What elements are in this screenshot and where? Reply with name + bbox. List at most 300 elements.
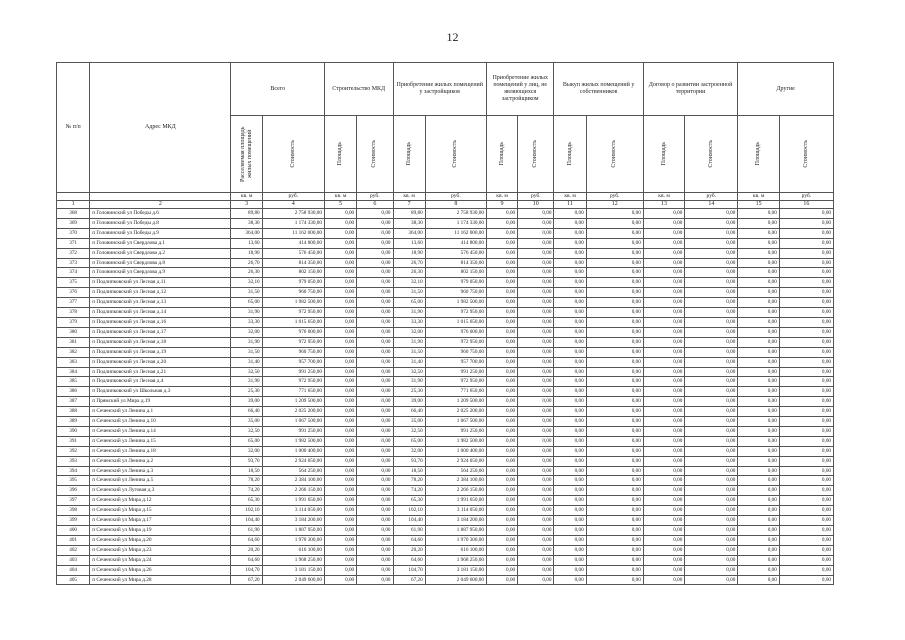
total-area-cell: 18,50: [231, 466, 262, 476]
construction-area-cell: 0,00: [324, 258, 356, 268]
developer-cost-cell: 957 700,00: [425, 357, 486, 367]
zero-value-cell: 0,00: [738, 506, 780, 516]
construction-area-cell: 0,00: [324, 278, 356, 288]
zero-value-cell: 0,00: [685, 357, 738, 367]
zero-value-cell: 0,00: [554, 526, 586, 536]
total-area-cell: 32,10: [231, 278, 262, 288]
zero-value-cell: 0,00: [738, 496, 780, 506]
zero-value-cell: 0,00: [738, 218, 780, 228]
zero-value-cell: 0,00: [518, 367, 554, 377]
table-row: [57, 347, 834, 357]
developer-area-cell: 25,30: [393, 387, 425, 397]
zero-value-cell: 0,00: [518, 228, 554, 238]
zero-value-cell: 0,00: [554, 486, 586, 496]
zero-value-cell: 0,00: [643, 367, 685, 377]
construction-cost-cell: 0,00: [357, 238, 393, 248]
construction-cost-cell: 0,00: [357, 248, 393, 258]
zero-value-cell: 0,00: [518, 209, 554, 219]
developer-cost-cell: 972 950,00: [425, 308, 486, 318]
zero-value-cell: 0,00: [554, 209, 586, 219]
table-row: [57, 436, 834, 446]
group-header: Строительство МКД: [324, 63, 393, 116]
zero-value-cell: 0,00: [685, 526, 738, 536]
zero-value-cell: 0,00: [518, 397, 554, 407]
developer-cost-cell: 2 758 930,00: [425, 209, 486, 219]
zero-value-cell: 0,00: [518, 387, 554, 397]
developer-cost-cell: 1 887 950,00: [425, 526, 486, 536]
address-cell: п Подлипковский ул Лесная д.11: [90, 278, 231, 288]
zero-value-cell: 0,00: [738, 466, 780, 476]
zero-value-cell: 0,00: [738, 357, 780, 367]
row-number: 386: [57, 387, 90, 397]
total-area-cell: 66,40: [231, 407, 262, 417]
zero-value-cell: 0,00: [486, 526, 517, 536]
row-number: 392: [57, 446, 90, 456]
total-cost-cell: 3 114 050,00: [262, 506, 324, 516]
table-row: [57, 218, 834, 228]
zero-value-cell: 0,00: [518, 417, 554, 427]
zero-value-cell: 0,00: [779, 555, 833, 565]
zero-value-cell: 0,00: [586, 288, 643, 298]
zero-value-cell: 0,00: [486, 337, 517, 347]
construction-area-cell: 0,00: [324, 347, 356, 357]
zero-value-cell: 0,00: [518, 268, 554, 278]
zero-value-cell: 0,00: [685, 496, 738, 506]
row-number: 401: [57, 535, 90, 545]
zero-value-cell: 0,00: [685, 545, 738, 555]
address-cell: п Сеченский ул Ленина д.2: [90, 456, 231, 466]
zero-value-cell: 0,00: [779, 506, 833, 516]
zero-value-cell: 0,00: [779, 476, 833, 486]
zero-value-cell: 0,00: [486, 357, 517, 367]
developer-cost-cell: 414 800,00: [425, 238, 486, 248]
total-cost-cell: 1 174 330,00: [262, 218, 324, 228]
construction-area-cell: 0,00: [324, 535, 356, 545]
developer-area-cell: 31,50: [393, 347, 425, 357]
total-cost-cell: 2 924 050,00: [262, 456, 324, 466]
row-number: 383: [57, 357, 90, 367]
total-area-cell: 31,50: [231, 347, 262, 357]
zero-value-cell: 0,00: [554, 238, 586, 248]
table-row: [57, 288, 834, 298]
zero-value-cell: 0,00: [518, 278, 554, 288]
address-cell: п Подлипковский ул Лесная д.17: [90, 327, 231, 337]
zero-value-cell: 0,00: [738, 436, 780, 446]
total-area-cell: 102,10: [231, 506, 262, 516]
row-number: 373: [57, 258, 90, 268]
total-area-cell: 20,20: [231, 545, 262, 555]
zero-value-cell: 0,00: [643, 476, 685, 486]
construction-area-cell: 0,00: [324, 387, 356, 397]
zero-value-cell: 0,00: [779, 526, 833, 536]
zero-value-cell: 0,00: [685, 387, 738, 397]
total-cost-cell: 991 250,00: [262, 426, 324, 436]
zero-value-cell: 0,00: [643, 555, 685, 565]
total-cost-cell: 1 970 300,00: [262, 535, 324, 545]
zero-value-cell: 0,00: [554, 407, 586, 417]
developer-cost-cell: 576 450,00: [425, 248, 486, 258]
zero-value-cell: 0,00: [685, 327, 738, 337]
zero-value-cell: 0,00: [685, 238, 738, 248]
zero-value-cell: 0,00: [738, 248, 780, 258]
address-cell: п Подлипковский ул Лесная д.14: [90, 308, 231, 318]
zero-value-cell: 0,00: [554, 317, 586, 327]
construction-cost-cell: 0,00: [357, 387, 393, 397]
construction-area-cell: 0,00: [324, 228, 356, 238]
zero-value-cell: 0,00: [685, 535, 738, 545]
zero-value-cell: 0,00: [518, 258, 554, 268]
construction-area-cell: 0,00: [324, 575, 356, 585]
total-cost-cell: 1 982 500,00: [262, 436, 324, 446]
zero-value-cell: 0,00: [486, 278, 517, 288]
group-header: Выкуп жилых помещений у собственников: [554, 63, 643, 116]
zero-value-cell: 0,00: [643, 535, 685, 545]
zero-value-cell: 0,00: [779, 387, 833, 397]
row-number: 372: [57, 248, 90, 258]
developer-cost-cell: 771 650,00: [425, 387, 486, 397]
table-row: [57, 545, 834, 555]
zero-value-cell: 0,00: [779, 218, 833, 228]
table-row: [57, 258, 834, 268]
zero-value-cell: 0,00: [685, 397, 738, 407]
total-cost-cell: 2 384 100,00: [262, 476, 324, 486]
zero-value-cell: 0,00: [738, 387, 780, 397]
zero-value-cell: 0,00: [779, 278, 833, 288]
address-cell: п Подлипковский ул Лесная д.12: [90, 288, 231, 298]
zero-value-cell: 0,00: [518, 357, 554, 367]
construction-cost-cell: 0,00: [357, 526, 393, 536]
zero-value-cell: 0,00: [586, 238, 643, 248]
construction-cost-cell: 0,00: [357, 397, 393, 407]
zero-value-cell: 0,00: [586, 545, 643, 555]
construction-area-cell: 0,00: [324, 456, 356, 466]
zero-value-cell: 0,00: [486, 288, 517, 298]
zero-value-cell: 0,00: [738, 327, 780, 337]
developer-cost-cell: 3 181 150,00: [425, 565, 486, 575]
construction-cost-cell: 0,00: [357, 466, 393, 476]
zero-value-cell: 0,00: [685, 218, 738, 228]
developer-area-cell: 93,70: [393, 456, 425, 466]
zero-value-cell: 0,00: [554, 426, 586, 436]
construction-cost-cell: 0,00: [357, 535, 393, 545]
row-number: 393: [57, 456, 90, 466]
zero-value-cell: 0,00: [486, 248, 517, 258]
zero-value-cell: 0,00: [554, 377, 586, 387]
zero-value-cell: 0,00: [738, 268, 780, 278]
row-number: 403: [57, 555, 90, 565]
construction-area-cell: 0,00: [324, 337, 356, 347]
table-row: [57, 278, 834, 288]
zero-value-cell: 0,00: [554, 258, 586, 268]
total-area-cell: 74,20: [231, 486, 262, 496]
total-cost-cell: 564 250,00: [262, 466, 324, 476]
developer-cost-cell: 1 209 500,00: [425, 397, 486, 407]
construction-area-cell: 0,00: [324, 426, 356, 436]
construction-area-cell: 0,00: [324, 317, 356, 327]
developer-cost-cell: 1 015 650,00: [425, 317, 486, 327]
zero-value-cell: 0,00: [586, 555, 643, 565]
column-number: 6: [357, 201, 393, 209]
zero-value-cell: 0,00: [486, 397, 517, 407]
address-cell: п Сеченский ул Мира д.24: [90, 555, 231, 565]
construction-area-cell: 0,00: [324, 516, 356, 526]
zero-value-cell: 0,00: [518, 456, 554, 466]
zero-value-cell: 0,00: [518, 248, 554, 258]
zero-value-cell: 0,00: [486, 516, 517, 526]
total-cost-cell: 2 266 150,00: [262, 486, 324, 496]
zero-value-cell: 0,00: [486, 407, 517, 417]
total-area-cell: 31,40: [231, 357, 262, 367]
total-area-cell: 78,20: [231, 476, 262, 486]
table-row: [57, 446, 834, 456]
developer-area-cell: 64,60: [393, 555, 425, 565]
zero-value-cell: 0,00: [586, 317, 643, 327]
address-cell: п Сеченский ул Ленина д.5: [90, 476, 231, 486]
zero-value-cell: 0,00: [486, 387, 517, 397]
address-cell: п Подлипковский ул Лесная д.13: [90, 298, 231, 308]
developer-cost-cell: 972 950,00: [425, 337, 486, 347]
developer-area-cell: 31,90: [393, 308, 425, 318]
zero-value-cell: 0,00: [643, 456, 685, 466]
zero-value-cell: 0,00: [554, 436, 586, 446]
column-number: 14: [685, 201, 738, 209]
table-row: [57, 387, 834, 397]
construction-cost-cell: 0,00: [357, 327, 393, 337]
total-cost-cell: 2 758 930,00: [262, 209, 324, 219]
total-area-cell: 39,00: [231, 397, 262, 407]
construction-cost-cell: 0,00: [357, 228, 393, 238]
total-cost-cell: 1 887 950,00: [262, 526, 324, 536]
total-cost-cell: 960 750,00: [262, 288, 324, 298]
total-cost-cell: 957 700,00: [262, 357, 324, 367]
developer-area-cell: 104,70: [393, 565, 425, 575]
zero-value-cell: 0,00: [779, 268, 833, 278]
construction-cost-cell: 0,00: [357, 456, 393, 466]
row-number: 398: [57, 506, 90, 516]
zero-value-cell: 0,00: [685, 456, 738, 466]
row-number: 370: [57, 228, 90, 238]
construction-area-cell: 0,00: [324, 436, 356, 446]
construction-cost-cell: 0,00: [357, 209, 393, 219]
developer-area-cell: 64,60: [393, 535, 425, 545]
table-row: [57, 466, 834, 476]
developer-cost-cell: 1 970 300,00: [425, 535, 486, 545]
zero-value-cell: 0,00: [738, 228, 780, 238]
zero-value-cell: 0,00: [779, 407, 833, 417]
column-number: 15: [738, 201, 780, 209]
zero-value-cell: 0,00: [685, 506, 738, 516]
row-number: 382: [57, 347, 90, 357]
total-area-cell: 26,30: [231, 268, 262, 278]
total-area-cell: 32,00: [231, 327, 262, 337]
row-number: 387: [57, 397, 90, 407]
sub-header: Площадь: [324, 116, 356, 193]
developer-area-cell: 104,40: [393, 516, 425, 526]
row-number: 375: [57, 278, 90, 288]
address-cell: п Подлипковский ул Лесная д.16: [90, 317, 231, 327]
zero-value-cell: 0,00: [779, 377, 833, 387]
total-cost-cell: 2 025 200,00: [262, 407, 324, 417]
row-number: 396: [57, 486, 90, 496]
zero-value-cell: 0,00: [685, 288, 738, 298]
zero-value-cell: 0,00: [554, 218, 586, 228]
construction-cost-cell: 0,00: [357, 506, 393, 516]
zero-value-cell: 0,00: [738, 535, 780, 545]
header-no: № п/п: [57, 63, 90, 193]
table-row: [57, 516, 834, 526]
construction-area-cell: 0,00: [324, 446, 356, 456]
zero-value-cell: 0,00: [586, 218, 643, 228]
construction-cost-cell: 0,00: [357, 516, 393, 526]
column-number: 10: [518, 201, 554, 209]
total-area-cell: 65,00: [231, 298, 262, 308]
construction-area-cell: 0,00: [324, 555, 356, 565]
zero-value-cell: 0,00: [554, 357, 586, 367]
address-cell: п Сеченский ул Мира д.20: [90, 535, 231, 545]
zero-value-cell: 0,00: [518, 506, 554, 516]
developer-area-cell: 39,00: [393, 397, 425, 407]
column-number: 8: [425, 201, 486, 209]
address-cell: п Головинский ул Победы д.6: [90, 209, 231, 219]
developer-area-cell: 26,30: [393, 268, 425, 278]
address-cell: п Сеченский ул Мира д.19: [90, 526, 231, 536]
zero-value-cell: 0,00: [779, 357, 833, 367]
zero-value-cell: 0,00: [643, 506, 685, 516]
developer-cost-cell: 3 184 200,00: [425, 516, 486, 526]
zero-value-cell: 0,00: [738, 308, 780, 318]
zero-value-cell: 0,00: [554, 417, 586, 427]
zero-value-cell: 0,00: [779, 337, 833, 347]
developer-area-cell: 78,20: [393, 476, 425, 486]
zero-value-cell: 0,00: [586, 397, 643, 407]
zero-value-cell: 0,00: [685, 486, 738, 496]
zero-value-cell: 0,00: [486, 298, 517, 308]
construction-area-cell: 0,00: [324, 407, 356, 417]
unit-label: кв. м: [554, 193, 586, 201]
zero-value-cell: 0,00: [518, 288, 554, 298]
zero-value-cell: 0,00: [738, 555, 780, 565]
row-number: 377: [57, 298, 90, 308]
zero-value-cell: 0,00: [486, 535, 517, 545]
zero-value-cell: 0,00: [518, 565, 554, 575]
zero-value-cell: 0,00: [738, 238, 780, 248]
zero-value-cell: 0,00: [554, 545, 586, 555]
zero-value-cell: 0,00: [643, 228, 685, 238]
developer-area-cell: 31,90: [393, 337, 425, 347]
construction-cost-cell: 0,00: [357, 496, 393, 506]
developer-cost-cell: 1 968 250,00: [425, 555, 486, 565]
zero-value-cell: 0,00: [738, 456, 780, 466]
address-cell: п Подлипковский ул Лесная д.19: [90, 347, 231, 357]
total-area-cell: 33,30: [231, 317, 262, 327]
zero-value-cell: 0,00: [486, 308, 517, 318]
zero-value-cell: 0,00: [486, 486, 517, 496]
zero-value-cell: 0,00: [685, 466, 738, 476]
zero-value-cell: 0,00: [643, 317, 685, 327]
construction-cost-cell: 0,00: [357, 308, 393, 318]
zero-value-cell: 0,00: [779, 367, 833, 377]
zero-value-cell: 0,00: [685, 248, 738, 258]
zero-value-cell: 0,00: [486, 466, 517, 476]
zero-value-cell: 0,00: [685, 337, 738, 347]
zero-value-cell: 0,00: [685, 367, 738, 377]
total-area-cell: 38,30: [231, 218, 262, 228]
row-number: 404: [57, 565, 90, 575]
table-row: [57, 248, 834, 258]
zero-value-cell: 0,00: [586, 209, 643, 219]
unit-label: руб.: [586, 193, 643, 201]
construction-area-cell: 0,00: [324, 496, 356, 506]
zero-value-cell: 0,00: [586, 565, 643, 575]
total-area-cell: 64,60: [231, 555, 262, 565]
zero-value-cell: 0,00: [643, 407, 685, 417]
developer-area-cell: 32,50: [393, 367, 425, 377]
developer-area-cell: 66,40: [393, 407, 425, 417]
developer-area-cell: 32,10: [393, 278, 425, 288]
developer-cost-cell: 1 991 650,00: [425, 496, 486, 506]
zero-value-cell: 0,00: [779, 298, 833, 308]
zero-value-cell: 0,00: [554, 268, 586, 278]
total-area-cell: 32,50: [231, 426, 262, 436]
zero-value-cell: 0,00: [586, 327, 643, 337]
table-row: [57, 238, 834, 248]
row-number: 400: [57, 526, 90, 536]
unit-label: руб.: [425, 193, 486, 201]
zero-value-cell: 0,00: [518, 516, 554, 526]
table-row: [57, 268, 834, 278]
zero-value-cell: 0,00: [685, 228, 738, 238]
zero-value-cell: 0,00: [685, 347, 738, 357]
address-cell: п Подлипковский ул Лесная д.18: [90, 337, 231, 347]
construction-area-cell: 0,00: [324, 545, 356, 555]
developer-area-cell: 18,50: [393, 466, 425, 476]
construction-cost-cell: 0,00: [357, 417, 393, 427]
construction-cost-cell: 0,00: [357, 476, 393, 486]
sub-header: Расселяемая площадь жилых помещений: [231, 116, 262, 193]
row-number: 380: [57, 327, 90, 337]
zero-value-cell: 0,00: [518, 545, 554, 555]
developer-area-cell: 33,30: [393, 317, 425, 327]
zero-value-cell: 0,00: [779, 228, 833, 238]
construction-cost-cell: 0,00: [357, 446, 393, 456]
row-number: 391: [57, 436, 90, 446]
zero-value-cell: 0,00: [486, 268, 517, 278]
zero-value-cell: 0,00: [586, 407, 643, 417]
developer-cost-cell: 1 174 330,00: [425, 218, 486, 228]
construction-area-cell: 0,00: [324, 466, 356, 476]
table-row: [57, 456, 834, 466]
address-cell: п Сеченский ул Мира д.12: [90, 496, 231, 506]
zero-value-cell: 0,00: [738, 347, 780, 357]
developer-cost-cell: 2 049 600,00: [425, 575, 486, 585]
total-cost-cell: 976 000,00: [262, 327, 324, 337]
zero-value-cell: 0,00: [486, 436, 517, 446]
zero-value-cell: 0,00: [586, 506, 643, 516]
developer-cost-cell: 802 150,00: [425, 268, 486, 278]
zero-value-cell: 0,00: [643, 298, 685, 308]
total-area-cell: 61,90: [231, 526, 262, 536]
construction-cost-cell: 0,00: [357, 268, 393, 278]
address-cell: п Подлипковский ул Лесная д.4: [90, 377, 231, 387]
address-cell: п Головинский ул Свердлова д.1: [90, 238, 231, 248]
total-cost-cell: 972 950,00: [262, 308, 324, 318]
address-cell: п Сеченский ул Ленина д.18: [90, 446, 231, 456]
unit-label: руб.: [357, 193, 393, 201]
developer-cost-cell: 814 350,00: [425, 258, 486, 268]
construction-cost-cell: 0,00: [357, 555, 393, 565]
construction-cost-cell: 0,00: [357, 545, 393, 555]
developer-cost-cell: 11 162 000,00: [425, 228, 486, 238]
